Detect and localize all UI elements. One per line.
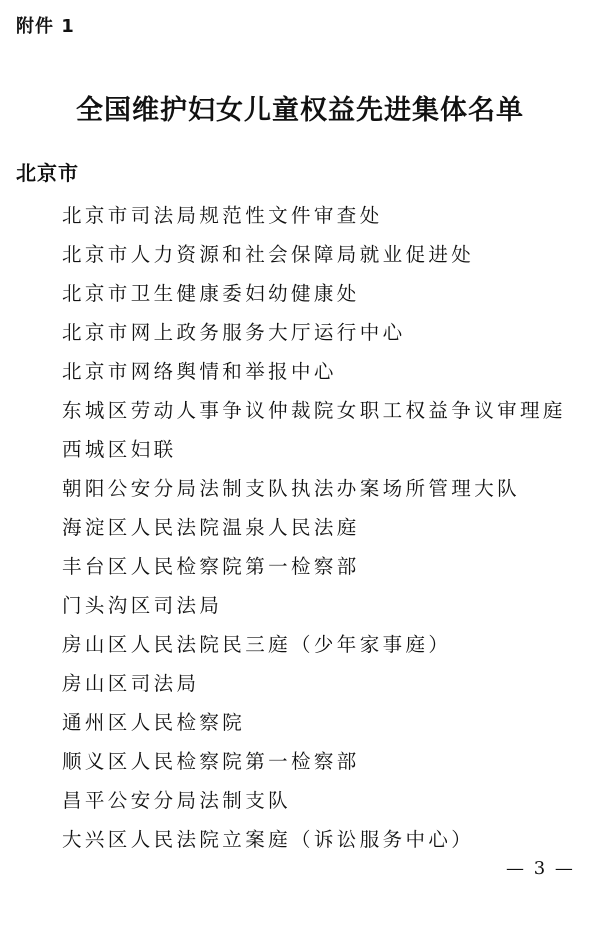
list-item: 东城区劳动人事争议仲裁院女职工权益争议审理庭 — [62, 399, 566, 422]
organization-list — [62, 196, 566, 859]
page-number: — 3 — — [506, 858, 575, 879]
list-item: 北京市网上政务服务大厅运行中心 — [62, 321, 406, 344]
list-item: 北京市卫生健康委妇幼健康处 — [62, 282, 360, 305]
attachment-label: 附件 1 — [16, 16, 75, 37]
list-item: 海淀区人民法院温泉人民法庭 — [62, 516, 360, 539]
region-heading: 北京市 — [16, 161, 79, 185]
list-item: 昌平公安分局法制支队 — [62, 789, 292, 812]
list-item: 房山区人民法院民三庭（少年家事庭） — [62, 633, 452, 656]
list-item: 北京市司法局规范性文件审查处 — [62, 204, 383, 227]
list-item: 门头沟区司法局 — [62, 594, 223, 617]
list-item: 大兴区人民法院立案庭（诉讼服务中心） — [62, 828, 475, 851]
list-item: 北京市网络舆情和举报中心 — [62, 360, 337, 383]
list-item: 顺义区人民检察院第一检察部 — [62, 750, 360, 773]
list-item: 朝阳公安分局法制支队执法办案场所管理大队 — [62, 477, 521, 500]
list-item: 北京市人力资源和社会保障局就业促进处 — [62, 243, 475, 266]
list-item: 西城区妇联 — [62, 438, 177, 461]
document-title: 全国维护妇女儿童权益先进集体名单 — [76, 95, 524, 126]
list-item: 房山区司法局 — [62, 672, 200, 695]
list-item: 通州区人民检察院 — [62, 711, 246, 734]
list-item: 丰台区人民检察院第一检察部 — [62, 555, 360, 578]
